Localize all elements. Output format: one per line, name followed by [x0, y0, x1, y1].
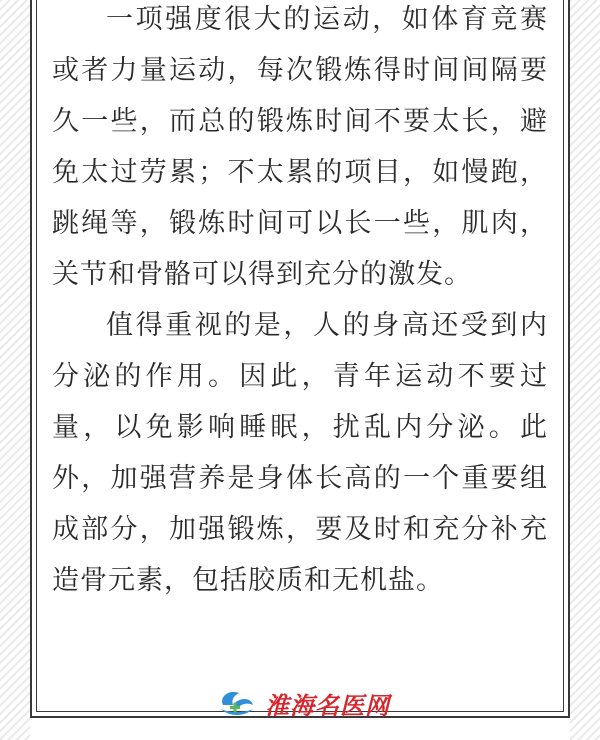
paragraph-1: 一项强度很大的运动，如体育竞赛或者力量运动，每次锻炼得时间间隔要久一些，而总的锻炼时间不要太长，避免太过劳累；不太累的项目，如慢跑，跳绳等，锻炼时间可以长一些，肌肉，关节和骨骼可以得到充分的激发。 [52, 4, 548, 290]
left-hatch-border [0, 0, 30, 740]
right-hatch-border [570, 0, 600, 740]
watermark [215, 686, 390, 720]
article-body [52, 0, 548, 606]
clinic-logo-icon [215, 687, 257, 719]
watermark-text: 淮海名医网 [265, 690, 390, 720]
paragraph-2: 值得重视的是，人的身高还受到内分泌的作用。因此，青年运动不要过量，以免影响睡眠，扰乱内分泌。此外，加强营养是身体长高的一个重要组成部分，加强锻炼，要及时和充分补充造骨元素，包括胶质和无机盐。 [52, 310, 548, 596]
